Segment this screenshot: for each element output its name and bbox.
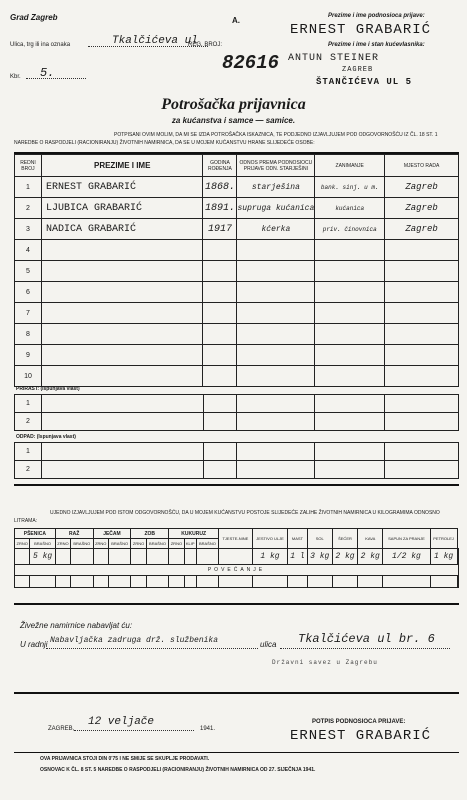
relation: starješina bbox=[237, 177, 315, 198]
landlord-street: ŠTANČIĆEVA UL 5 bbox=[316, 77, 413, 87]
empty-cell bbox=[383, 576, 430, 588]
subheader: ZRNO bbox=[169, 539, 184, 549]
occupation bbox=[315, 345, 385, 366]
empty-cell bbox=[219, 576, 253, 588]
empty-cell bbox=[196, 576, 218, 588]
birth-year bbox=[203, 261, 237, 282]
empty-cell bbox=[41, 413, 203, 431]
supply-value bbox=[457, 549, 458, 565]
empty-cell bbox=[385, 413, 459, 431]
empty-cell bbox=[315, 395, 385, 413]
supply-value: 2 kg bbox=[358, 549, 383, 565]
workplace: Zagreb bbox=[385, 219, 459, 240]
reg-label: REG. BROJ: bbox=[188, 42, 223, 48]
subheader: ZRNO bbox=[93, 539, 108, 549]
supply-value bbox=[93, 549, 108, 565]
store-street-line bbox=[280, 648, 450, 649]
person-name bbox=[41, 240, 203, 261]
supply-value bbox=[196, 549, 218, 565]
person-row bbox=[15, 366, 459, 387]
supply-value bbox=[146, 549, 168, 565]
relation bbox=[237, 303, 315, 324]
store-label: U radnji bbox=[20, 640, 48, 649]
header-workplace: MJESTO RADA bbox=[385, 155, 459, 177]
row-number: 2 bbox=[15, 461, 42, 479]
empty-cell bbox=[332, 576, 357, 588]
empty-cell bbox=[385, 461, 459, 479]
occupation bbox=[315, 240, 385, 261]
header-occupation: ZANIMANJE bbox=[315, 155, 385, 177]
odpad-row bbox=[15, 461, 459, 479]
date-line bbox=[74, 730, 194, 731]
person-name bbox=[41, 282, 203, 303]
birth-year bbox=[203, 324, 237, 345]
empty-cell bbox=[203, 443, 237, 461]
relation bbox=[237, 345, 315, 366]
relation bbox=[237, 282, 315, 303]
house-label: Kbr. bbox=[10, 74, 21, 80]
header-year: GODINA ROĐENJA bbox=[203, 155, 237, 177]
store-street-value: Tkalčićeva ul br. 6 bbox=[298, 632, 435, 646]
person-row bbox=[15, 219, 459, 240]
group-header: ZOB bbox=[131, 529, 169, 539]
birth-year bbox=[203, 345, 237, 366]
single-header: KAVA bbox=[358, 529, 383, 549]
landlord-label: Prezime i ime i stan kućevlasnika: bbox=[328, 42, 425, 48]
birth-year bbox=[203, 240, 237, 261]
supply-value: 5 kg bbox=[30, 549, 55, 565]
row-number: 2 bbox=[15, 198, 42, 219]
supply-value: 2 kg bbox=[332, 549, 357, 565]
person-name bbox=[41, 303, 203, 324]
supply-value: 1 kg bbox=[252, 549, 288, 565]
empty-cell bbox=[307, 576, 332, 588]
workplace bbox=[385, 240, 459, 261]
person-row bbox=[15, 324, 459, 345]
birth-year: 1917 bbox=[203, 219, 237, 240]
occupation: kućanica bbox=[315, 198, 385, 219]
group-header: PŠENICA bbox=[15, 529, 56, 539]
person-name bbox=[41, 261, 203, 282]
occupation bbox=[315, 303, 385, 324]
footer-note-1: OVA PRIJAVNICA STOJI DIN 0'75 I NE SMIJE SE SKUPLJE PRODAVATI. bbox=[40, 756, 210, 762]
footer-rule bbox=[14, 752, 459, 753]
empty-cell bbox=[15, 576, 30, 588]
applicant-label: Prezime i ime podnosioca prijave: bbox=[328, 13, 425, 19]
empty-cell bbox=[430, 576, 457, 588]
occupation: priv. činovnica bbox=[315, 219, 385, 240]
subheader: ZRNO bbox=[131, 539, 146, 549]
workplace bbox=[385, 366, 459, 387]
persons-bottom-border bbox=[14, 484, 459, 486]
section-divider-bottom bbox=[14, 692, 459, 694]
house-line bbox=[26, 78, 86, 79]
person-row bbox=[15, 240, 459, 261]
empty-cell bbox=[30, 576, 55, 588]
person-name: ERNEST GRABARIĆ bbox=[41, 177, 203, 198]
person-name bbox=[41, 366, 203, 387]
odpad-row bbox=[15, 443, 459, 461]
form-title: Potrošačka prijavnica bbox=[161, 96, 306, 113]
subheader: BRAŠNO bbox=[196, 539, 218, 549]
relation: supruga kućanica bbox=[237, 198, 315, 219]
povecanje-row bbox=[15, 565, 459, 576]
person-row bbox=[15, 282, 459, 303]
house-value: 5. bbox=[40, 66, 55, 80]
empty-cell bbox=[71, 576, 93, 588]
landlord-city: ZAGREB bbox=[342, 66, 374, 74]
empty-cell bbox=[237, 413, 315, 431]
workplace bbox=[385, 303, 459, 324]
subheader: BRAŠNO bbox=[108, 539, 130, 549]
empty-cell bbox=[203, 413, 237, 431]
row-number: 1 bbox=[15, 443, 42, 461]
single-header: MAST bbox=[288, 529, 307, 549]
applicant-name: ERNEST GRABARIĆ bbox=[290, 22, 432, 38]
empty-cell bbox=[315, 413, 385, 431]
subheader: ZRNO bbox=[15, 539, 30, 549]
row-number: 9 bbox=[15, 345, 42, 366]
workplace: Zagreb bbox=[385, 198, 459, 219]
workplace bbox=[385, 282, 459, 303]
subheader: ZRNO bbox=[55, 539, 70, 549]
empty-cell bbox=[252, 576, 288, 588]
supply-value bbox=[169, 549, 184, 565]
form-subtitle: za kućanstva i samce — samice. bbox=[171, 116, 296, 125]
single-header: TJESTE-NINE bbox=[219, 529, 253, 549]
supply-value bbox=[219, 549, 253, 565]
empty-cell bbox=[237, 395, 315, 413]
workplace bbox=[385, 324, 459, 345]
signature-value: ERNEST GRABARIĆ bbox=[290, 728, 432, 744]
street-label: Ulica, trg ili ina oznaka bbox=[10, 42, 71, 48]
row-number: 6 bbox=[15, 282, 42, 303]
intro-text: POTPISANI OVIM MOLIM, DA MI SE IZDA POTROŠAČKA ISKAZNICA, TE PODJEDNO IZJAVLJUJEM POD ODGOVORNOŠĆU IZ ČL. 18 ST. 1 NAREDBE O RASPODJELI (RACIONIRANJU) ŽIVOTNIH NAMIRNICA, DA SE U MOJEM KUĆANSTVU HRANE SLIJEDEĆE OSOBE: bbox=[14, 132, 438, 146]
person-row bbox=[15, 303, 459, 324]
row-number: 1 bbox=[15, 395, 42, 413]
subheader: BRAŠNO bbox=[146, 539, 168, 549]
empty-cell bbox=[237, 443, 315, 461]
supplies-empty-row bbox=[15, 576, 459, 588]
person-row bbox=[15, 177, 459, 198]
empty-cell bbox=[457, 576, 458, 588]
empty-cell bbox=[203, 461, 237, 479]
empty-cell bbox=[385, 443, 459, 461]
city-name: Grad Zagreb bbox=[10, 13, 58, 22]
single-header: SOL bbox=[307, 529, 332, 549]
header-name: PREZIME I IME bbox=[41, 155, 203, 177]
birth-year: 1891. bbox=[203, 198, 237, 219]
person-name bbox=[41, 345, 203, 366]
store-street-label: ulica bbox=[260, 640, 277, 649]
empty-cell bbox=[358, 576, 383, 588]
row-number: 8 bbox=[15, 324, 42, 345]
supplies-values-row bbox=[15, 549, 459, 565]
signature-label: POTPIS PODNOSIOCA PRIJAVE: bbox=[312, 719, 406, 725]
section-divider bbox=[14, 603, 459, 605]
persons-table bbox=[14, 154, 459, 387]
occupation bbox=[315, 366, 385, 387]
row-number: 4 bbox=[15, 240, 42, 261]
empty-cell bbox=[131, 576, 146, 588]
subheader: KLIP bbox=[184, 539, 196, 549]
person-name bbox=[41, 324, 203, 345]
supply-value: 1/2 kg bbox=[383, 549, 430, 565]
single-header: PETROLEJ bbox=[430, 529, 457, 549]
workplace bbox=[385, 345, 459, 366]
row-number: 2 bbox=[15, 413, 42, 431]
empty-cell bbox=[385, 395, 459, 413]
row-number: 5 bbox=[15, 261, 42, 282]
row-number: 7 bbox=[15, 303, 42, 324]
person-row bbox=[15, 345, 459, 366]
relation bbox=[237, 240, 315, 261]
store-stamp: Državni savez u Zagrebu bbox=[272, 659, 378, 666]
relation bbox=[237, 261, 315, 282]
footer-year: 1941. bbox=[200, 726, 216, 732]
odpad-label: ODPAD: (Ispunjava vlast) bbox=[16, 434, 76, 440]
supply-value bbox=[108, 549, 130, 565]
relation bbox=[237, 324, 315, 345]
workplace: Zagreb bbox=[385, 177, 459, 198]
footer-place: ZAGREB, bbox=[48, 726, 75, 732]
person-row bbox=[15, 261, 459, 282]
prirast-table bbox=[14, 394, 459, 431]
supply-value: 3 kg bbox=[307, 549, 332, 565]
empty-cell bbox=[184, 576, 196, 588]
group-header: KUKURUZ bbox=[169, 529, 219, 539]
birth-year: 1868. bbox=[203, 177, 237, 198]
empty-cell bbox=[237, 461, 315, 479]
empty-cell bbox=[41, 461, 203, 479]
footer-note-2: OSNOVAC K ČL. 8 ST. 5 NAREDBE O RASPODJELI (RACIONIRANJU) ŽIVOTNIH NAMIRNICA OD 27. SIJEČNJA 1941. bbox=[40, 767, 316, 773]
empty-cell bbox=[93, 576, 108, 588]
prirast-row bbox=[15, 413, 459, 431]
store-line bbox=[46, 648, 258, 649]
supply-value bbox=[184, 549, 196, 565]
person-name: LJUBICA GRABARIĆ bbox=[41, 198, 203, 219]
row-number: 3 bbox=[15, 219, 42, 240]
declaration-text: UJEDNO IZJAVLJUJEM POD ISTOM ODGOVORNOŠĆU, DA U MOJEM KUĆANSTVU POSTOJE SLIJEDEĆE ZALIHE ŽIVOTNIH NAMIRNICA U KILOGRAMIMA ODNOSNO LITRAMA: bbox=[14, 510, 440, 524]
subheader: BRAŠNO bbox=[71, 539, 93, 549]
supply-value: 1 l bbox=[288, 549, 307, 565]
empty-cell bbox=[169, 576, 184, 588]
occupation bbox=[315, 261, 385, 282]
supply-value bbox=[55, 549, 70, 565]
supply-value: 1 kg bbox=[430, 549, 457, 565]
person-name: NADICA GRABARIĆ bbox=[41, 219, 203, 240]
row-number: 10 bbox=[15, 366, 42, 387]
supplies-heading: Živežne namirnice nabavljat ću: bbox=[20, 621, 133, 630]
supply-value bbox=[131, 549, 146, 565]
supply-value bbox=[71, 549, 93, 565]
odpad-table bbox=[14, 442, 459, 479]
empty-cell bbox=[146, 576, 168, 588]
empty-cell bbox=[108, 576, 130, 588]
footer-date: 12 veljače bbox=[88, 716, 155, 728]
relation: kćerka bbox=[237, 219, 315, 240]
empty-cell bbox=[41, 395, 203, 413]
landlord-name: ANTUN STEINER bbox=[288, 53, 380, 64]
occupation: bank. sinj. u m. bbox=[315, 177, 385, 198]
povecanje-label: POVEĆANJE bbox=[15, 565, 459, 576]
subheader: BRAŠNO bbox=[30, 539, 55, 549]
store-value: Nabavljačka zadruga drž. službenika bbox=[50, 636, 219, 645]
supplies-group-row bbox=[15, 529, 459, 539]
occupation bbox=[315, 282, 385, 303]
empty-cell bbox=[288, 576, 307, 588]
single-header: SAPUN ZA PRANJE bbox=[383, 529, 430, 549]
relation bbox=[237, 366, 315, 387]
header-number: REDNI BROJ bbox=[15, 155, 42, 177]
group-header: JEČAM bbox=[93, 529, 131, 539]
single-header: JESTIVO ULJE bbox=[252, 529, 288, 549]
birth-year bbox=[203, 303, 237, 324]
empty-cell bbox=[315, 461, 385, 479]
single-header: ŠEĆER bbox=[332, 529, 357, 549]
empty-cell bbox=[203, 395, 237, 413]
group-header: RAŽ bbox=[55, 529, 93, 539]
reg-value: 82616 bbox=[222, 52, 280, 74]
header-relation: ODNOS PREMA PODNOSIOCU PRIJAVE ODN. STARJEŠINI bbox=[237, 155, 315, 177]
empty-cell bbox=[55, 576, 70, 588]
street-value: Tkalčićeva ul bbox=[112, 35, 198, 47]
person-row bbox=[15, 198, 459, 219]
empty-cell bbox=[41, 443, 203, 461]
prirast-label: PRIRAST: (Ispunjava vlast) bbox=[16, 386, 80, 392]
supply-value bbox=[15, 549, 30, 565]
empty-cell bbox=[315, 443, 385, 461]
occupation bbox=[315, 324, 385, 345]
form-letter: A. bbox=[232, 16, 240, 25]
birth-year bbox=[203, 366, 237, 387]
prirast-row bbox=[15, 395, 459, 413]
birth-year bbox=[203, 282, 237, 303]
workplace bbox=[385, 261, 459, 282]
supplies-table bbox=[14, 528, 459, 588]
row-number: 1 bbox=[15, 177, 42, 198]
